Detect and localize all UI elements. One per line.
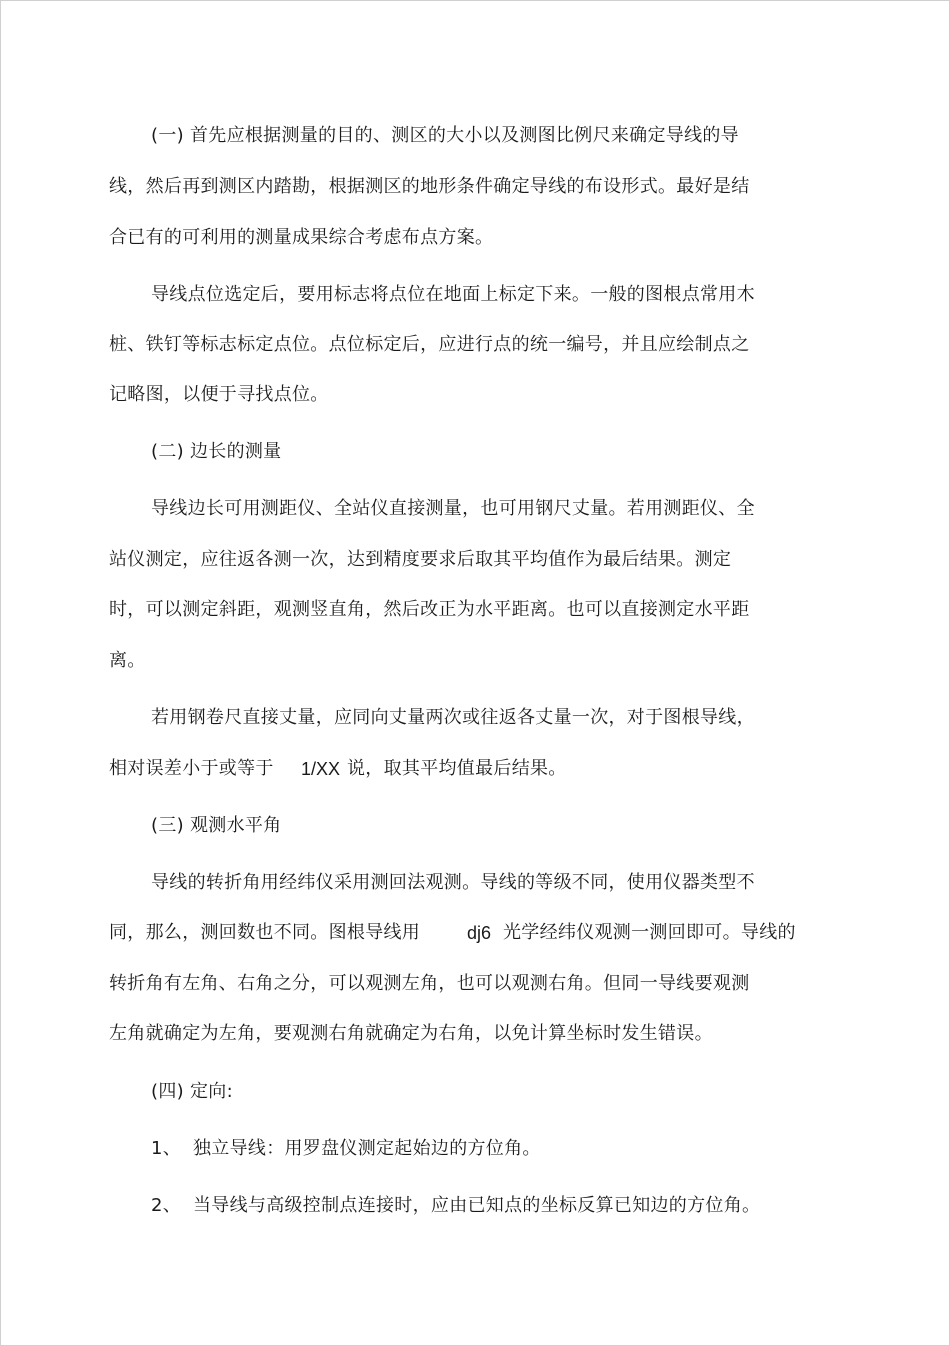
- list-item-number: 1、: [151, 1138, 182, 1159]
- list-item-number: 2、: [151, 1195, 182, 1216]
- section-3-heading: (三) 观测水平角: [151, 815, 282, 836]
- paragraph-line: 光学经纬仪观测一测回即可。导线的: [503, 922, 796, 943]
- section-1-text-line: 合已有的可利用的测量成果综合考虑布点方案。: [109, 227, 494, 248]
- list-item: 独立导线：用罗盘仪测定起始边的方位角。: [193, 1138, 541, 1159]
- instrument-model: dj6: [467, 923, 492, 943]
- paragraph-line: 转折角有左角、右角之分，可以观测左角，也可以观测右角。但同一导线要观测: [109, 973, 750, 994]
- section-1-text-line: 首先应根据测量的目的、测区的大小以及测图比例尺来确定导线的导: [189, 125, 739, 146]
- paragraph-line: 说，取其平均值最后结果。: [347, 758, 567, 779]
- paragraph-line: 同，那么，测回数也不同。图根导线用: [109, 922, 421, 943]
- paragraph-line: 记略图，以便于寻找点位。: [109, 384, 329, 405]
- list-item: 当导线与高级控制点连接时，应由已知点的坐标反算已知边的方位角。: [193, 1195, 761, 1216]
- section-1-text-line: 线，然后再到测区内踏勘，根据测区的地形条件确定导线的布设形式。最好是结: [109, 176, 750, 197]
- ratio-value: 1/XX: [301, 759, 341, 779]
- paragraph-line: 站仪测定，应往返各测一次，达到精度要求后取其平均值作为最后结果。测定: [109, 549, 732, 570]
- paragraph-line: 导线边长可用测距仪、全站仪直接测量，也可用钢尺丈量。若用测距仪、全: [151, 498, 755, 519]
- paragraph-line: 相对误差小于或等于: [109, 758, 274, 779]
- paragraph-line: 时，可以测定斜距，观测竖直角，然后改正为水平距离。也可以直接测定水平距: [109, 599, 750, 620]
- paragraph-line: 离。: [109, 650, 146, 671]
- paragraph-line: 若用钢卷尺直接丈量，应同向丈量两次或往返各丈量一次，对于图根导线，: [151, 707, 755, 728]
- paragraph-line: 左角就确定为左角，要观测右角就确定为右角，以免计算坐标时发生错误。: [109, 1023, 713, 1044]
- section-1-first-line: [151, 125, 739, 147]
- paragraph-line: 导线点位选定后，要用标志将点位在地面上标定下来。一般的图根点常用木: [151, 284, 755, 305]
- paragraph-line: 桩、铁钉等标志标定点位。点位标定后，应进行点的统一编号，并且应绘制点之: [109, 334, 750, 355]
- section-4-heading: (四) 定向:: [151, 1081, 233, 1102]
- section-2-heading: (二) 边长的测量: [151, 441, 282, 462]
- paragraph-line: 导线的转折角用经纬仪采用测回法观测。导线的等级不同，使用仪器类型不: [151, 872, 755, 893]
- section-1-heading-prefix: (一): [151, 125, 184, 146]
